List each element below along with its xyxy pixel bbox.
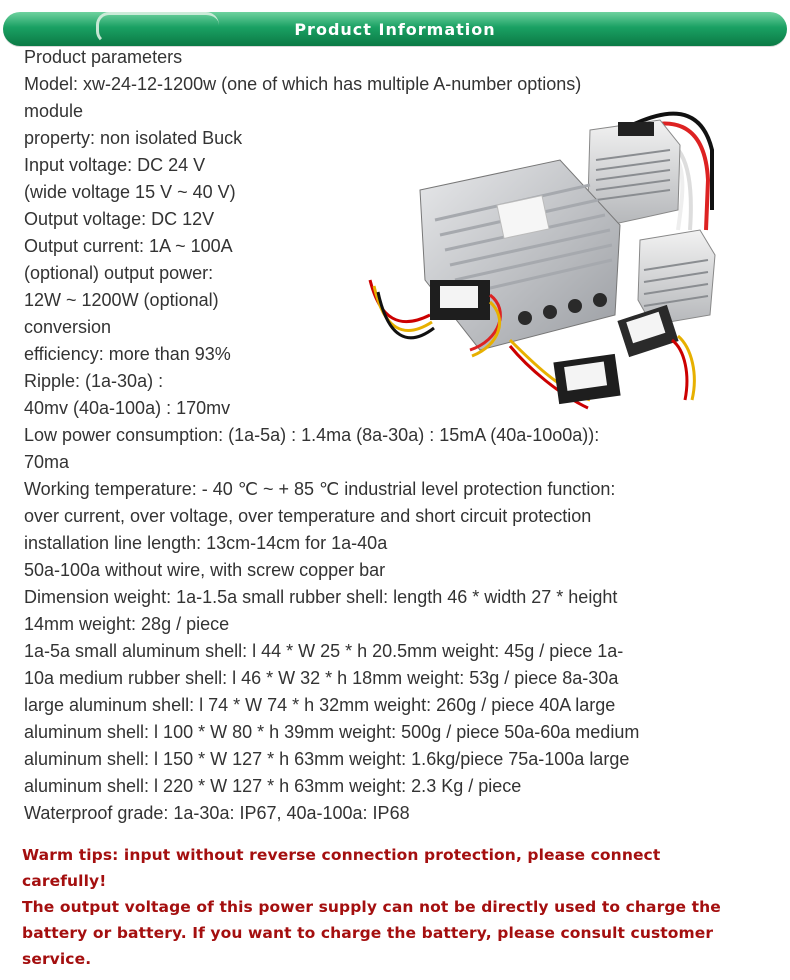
param-line: Waterproof grade: 1a-30a: IP67, 40a-100a: IP68 bbox=[24, 803, 410, 823]
param-line: (wide voltage 15 V ~ 40 V) bbox=[24, 182, 236, 202]
product-photo bbox=[360, 90, 720, 420]
section-title: Product Information bbox=[294, 20, 496, 39]
param-line: 1a-5a small aluminum shell: l 44 * W 25 * h 20.5mm weight: 45g / piece 1a- bbox=[24, 641, 624, 661]
param-line: 40mv (40a-100a) : 170mv bbox=[24, 398, 231, 418]
param-line: Working temperature: - 40 ℃ ~ + 85 ℃ industrial level protection function: bbox=[24, 479, 616, 499]
warm-tip-line: The output voltage of this power supply can not be directly used to charge the bbox=[22, 898, 721, 916]
param-line: Output current: 1A ~ 100A bbox=[24, 236, 233, 256]
param-line: Ripple: (1a-30a) : bbox=[24, 371, 164, 391]
param-line: Output voltage: DC 12V bbox=[24, 209, 215, 229]
param-line: large aluminum shell: l 74 * W 74 * h 32mm weight: 260g / piece 40A large bbox=[24, 695, 616, 715]
param-line: property: non isolated Buck bbox=[24, 128, 243, 148]
param-line: over current, over voltage, over temperature and short circuit protection bbox=[24, 506, 592, 526]
param-line: 12W ~ 1200W (optional) bbox=[24, 290, 219, 310]
param-line: aluminum shell: l 220 * W 127 * h 63mm weight: 2.3 Kg / piece bbox=[24, 776, 522, 796]
param-line: module bbox=[24, 101, 84, 121]
param-line: Model: xw-24-12-1200w (one of which has multiple A-number options) bbox=[24, 74, 582, 94]
param-line: conversion bbox=[24, 317, 112, 337]
param-line: Low power consumption: (1a-5a) : 1.4ma (8a-30a) : 15mA (40a-10o0a)): bbox=[24, 425, 600, 445]
param-line: Dimension weight: 1a-1.5a small rubber shell: length 46 * width 27 * height bbox=[24, 587, 618, 607]
warm-tip-line: battery or battery. If you want to charge the battery, please consult customer bbox=[22, 924, 714, 942]
param-line: 10a medium rubber shell: l 46 * W 32 * h 18mm weight: 53g / piece 8a-30a bbox=[24, 668, 619, 688]
param-line: installation line length: 13cm-14cm for 1a-40a bbox=[24, 533, 388, 553]
param-line: 70ma bbox=[24, 452, 70, 472]
param-line: aluminum shell: l 100 * W 80 * h 39mm weight: 500g / piece 50a-60a medium bbox=[24, 722, 640, 742]
param-line: 50a-100a without wire, with screw copper bar bbox=[24, 560, 386, 580]
warm-tip-line: Warm tips: input without reverse connection protection, please connect bbox=[22, 846, 661, 864]
param-line: aluminum shell: l 150 * W 127 * h 63mm weight: 1.6kg/piece 75a-100a large bbox=[24, 749, 630, 769]
param-line: efficiency: more than 93% bbox=[24, 344, 231, 364]
param-line: (optional) output power: bbox=[24, 263, 214, 283]
warm-tip-line: service. bbox=[22, 950, 92, 968]
param-line: Input voltage: DC 24 V bbox=[24, 155, 206, 175]
warm-tip-line: carefully! bbox=[22, 872, 107, 890]
param-line: 14mm weight: 28g / piece bbox=[24, 614, 230, 634]
param-line: Product parameters bbox=[24, 47, 183, 67]
